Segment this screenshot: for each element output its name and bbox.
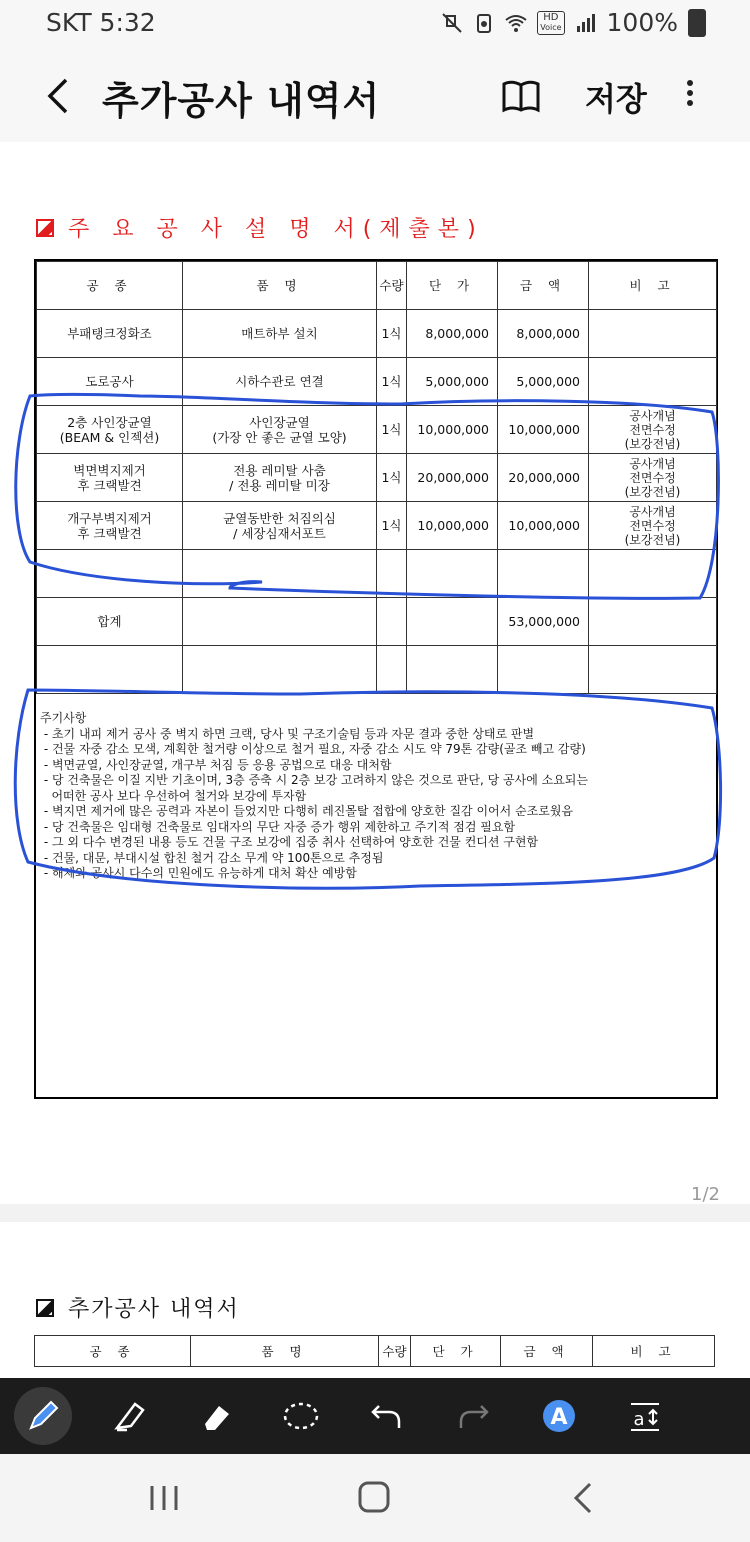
undo-icon	[369, 1398, 405, 1434]
text-size-tool-button[interactable]	[602, 1378, 688, 1454]
save-button[interactable]: 저장	[585, 80, 647, 118]
table-cell-type: 합계	[37, 598, 183, 646]
remark-line: - 당 건축물은 이질 지반 기초이며, 3층 증축 시 2층 보강 고려하지 않은 것으로 판단, 당 공사에 소요되는	[40, 773, 588, 787]
battery-saver-icon	[473, 12, 495, 34]
text-style-icon	[541, 1398, 577, 1434]
table-cell-qty: 1식	[377, 358, 407, 406]
table-cell-item: 전용 레미탈 사춤 / 전용 레미탈 미장	[183, 454, 377, 502]
table-cell-type: 벽면벽지제거 후 크랙발견	[37, 454, 183, 502]
lasso-tool-button[interactable]	[258, 1378, 344, 1454]
pen-tool-button[interactable]	[0, 1378, 86, 1454]
highlighter-icon	[111, 1398, 147, 1434]
header-cell: 공 종	[37, 262, 183, 310]
table-cell-type: 개구부벽지제거 후 크랙발견	[37, 502, 183, 550]
header-cell: 공 종	[35, 1336, 191, 1367]
reading-mode-button[interactable]	[500, 78, 542, 114]
table-cell-price: 10,000,000	[407, 406, 498, 454]
remark-line: 어떠한 공사 보다 우선하여 철거와 보강에 투자함	[40, 788, 307, 803]
highlighter-tool-button[interactable]	[86, 1378, 172, 1454]
svg-text:a: a	[633, 1409, 645, 1430]
svg-text:A: A	[550, 1405, 568, 1430]
table-cell-type: 부패탱크정화조	[37, 310, 183, 358]
table-cell-note: 공사개념 전면수정 (보강전념)	[589, 406, 717, 454]
undo-button[interactable]	[344, 1378, 430, 1454]
status-bar	[0, 0, 750, 46]
table-cell-qty: 1식	[377, 454, 407, 502]
header-cell: 수량	[379, 1336, 411, 1367]
annotation-loop-remarks	[15, 690, 720, 888]
header-cell: 금 액	[501, 1336, 593, 1367]
remark-line: - 벽지면 제거에 많은 공력과 자본이 들었지만 다행히 레진몰탈 접합에 양호한 질감 이어서 순조로웠음	[40, 804, 574, 818]
page2-table	[34, 1335, 714, 1367]
table-cell-amount: 10,000,000	[498, 406, 589, 454]
table-cell-note: 공사개념 전면수정 (보강전념)	[589, 502, 717, 550]
carrier-time: SKT 5:32	[46, 8, 156, 37]
remarks-title: 주기사항	[40, 711, 87, 725]
table-cell-amount: 20,000,000	[498, 454, 589, 502]
section-title-text: 주 요 공 사 설 명 서(제출본)	[68, 217, 484, 242]
signal-icon	[575, 12, 597, 34]
text-size-icon	[627, 1398, 663, 1434]
mute-icon	[441, 12, 463, 34]
app-bar	[0, 46, 750, 142]
redo-button[interactable]	[430, 1378, 516, 1454]
table-cell-qty: 1식	[377, 502, 407, 550]
wifi-icon	[505, 12, 527, 34]
document-page-1[interactable]	[0, 142, 750, 1204]
table-cell-note: 공사개념 전면수정 (보강전념)	[589, 454, 717, 502]
battery-icon	[688, 9, 706, 37]
drawing-toolbar	[0, 1378, 750, 1454]
header-cell: 품 명	[191, 1336, 379, 1367]
table-cell-qty: 1식	[377, 406, 407, 454]
recent-apps-button[interactable]	[144, 1480, 184, 1516]
table-cell-amount: 53,000,000	[498, 598, 589, 646]
table-cell-price: 20,000,000	[407, 454, 498, 502]
document-page-2[interactable]	[0, 1222, 750, 1382]
table-cell-price: 10,000,000	[407, 502, 498, 550]
table-header-row	[35, 1336, 715, 1367]
eraser-tool-button[interactable]	[172, 1378, 258, 1454]
remark-line: - 그 외 다수 변경된 내용 등도 건물 구조 보강에 집중 취사 선택하여 양호한 건물 컨디션 구현함	[40, 835, 539, 849]
remark-line: - 당 건축물은 임대형 건축물로 임대자의 무단 자중 증가 행위 제한하고 주기적 점검 필요함	[40, 819, 516, 834]
home-button[interactable]	[354, 1480, 394, 1516]
table-cell-item: 매트하부 설치	[183, 310, 377, 358]
lasso-icon	[281, 1398, 321, 1434]
system-navigation-bar	[0, 1454, 750, 1542]
page2-title-text: 추가공사 내역서	[68, 1297, 240, 1322]
table-cell-amount: 10,000,000	[498, 502, 589, 550]
table-cell-item: 균열동반한 처짐의심 / 세장심재서포트	[183, 502, 377, 550]
remark-line: - 건물 자중 감소 모색, 계획한 철거량 이상으로 철거 필요, 자중 감소 시도 약 79톤 감량(골조 빼고 감량)	[40, 742, 586, 756]
page-title: 추가공사 내역서	[102, 79, 381, 123]
table-cell-price: 5,000,000	[407, 358, 498, 406]
header-cell: 단 가	[407, 262, 498, 310]
page-indicator: 1/2	[691, 1184, 720, 1205]
table-cell-price: 8,000,000	[407, 310, 498, 358]
table-cell-qty: 1식	[377, 310, 407, 358]
back-nav-button[interactable]	[564, 1480, 604, 1516]
table-cell-amount: 5,000,000	[498, 358, 589, 406]
voice-label: Voice	[540, 22, 562, 32]
more-options-button[interactable]	[680, 76, 700, 116]
battery-percent: 100%	[606, 8, 678, 37]
text-style-tool-button[interactable]	[516, 1378, 602, 1454]
header-cell: 단 가	[411, 1336, 501, 1367]
remark-line: - 벽면균열, 사인장균열, 개구부 처짐 등 응용 공법으로 대응 대처함	[40, 757, 392, 772]
back-button[interactable]	[40, 76, 80, 116]
section-mark-icon	[36, 1299, 54, 1317]
page2-title	[36, 1292, 240, 1323]
handwritten-annotation	[0, 142, 750, 1204]
table-cell-item: 시하수관로 연결	[183, 358, 377, 406]
eraser-icon	[197, 1398, 233, 1434]
header-cell: 수량	[377, 262, 407, 310]
annotation-loop-table	[16, 395, 719, 599]
header-cell: 금 액	[498, 262, 589, 310]
header-cell: 비 고	[589, 262, 717, 310]
hd-label: HD	[543, 11, 559, 23]
header-cell: 품 명	[183, 262, 377, 310]
table-cell-type: 2층 사인장균열 (BEAM & 인젝션)	[37, 406, 183, 454]
table-cell-item: 사인장균열 (가장 안 좋은 균열 모양)	[183, 406, 377, 454]
table-cell-type: 도로공사	[37, 358, 183, 406]
pen-icon	[25, 1398, 61, 1434]
remark-line: - 건물, 대문, 부대시설 합친 철거 감소 무게 약 100톤으로 추정됨	[40, 850, 384, 865]
redo-icon	[455, 1398, 491, 1434]
remark-line: - 해체와 공사시 다수의 민원에도 유능하게 대처 확산 예방함	[40, 866, 357, 880]
header-cell: 비 고	[593, 1336, 715, 1367]
hd-voice-icon	[537, 11, 564, 35]
table-cell-amount: 8,000,000	[498, 310, 589, 358]
remark-line: - 초기 내피 제거 공사 중 벽지 하면 크랙, 당사 및 구조기술팀 등과 자문 결과 중한 상태로 판별	[40, 726, 535, 741]
status-icons	[441, 8, 706, 37]
